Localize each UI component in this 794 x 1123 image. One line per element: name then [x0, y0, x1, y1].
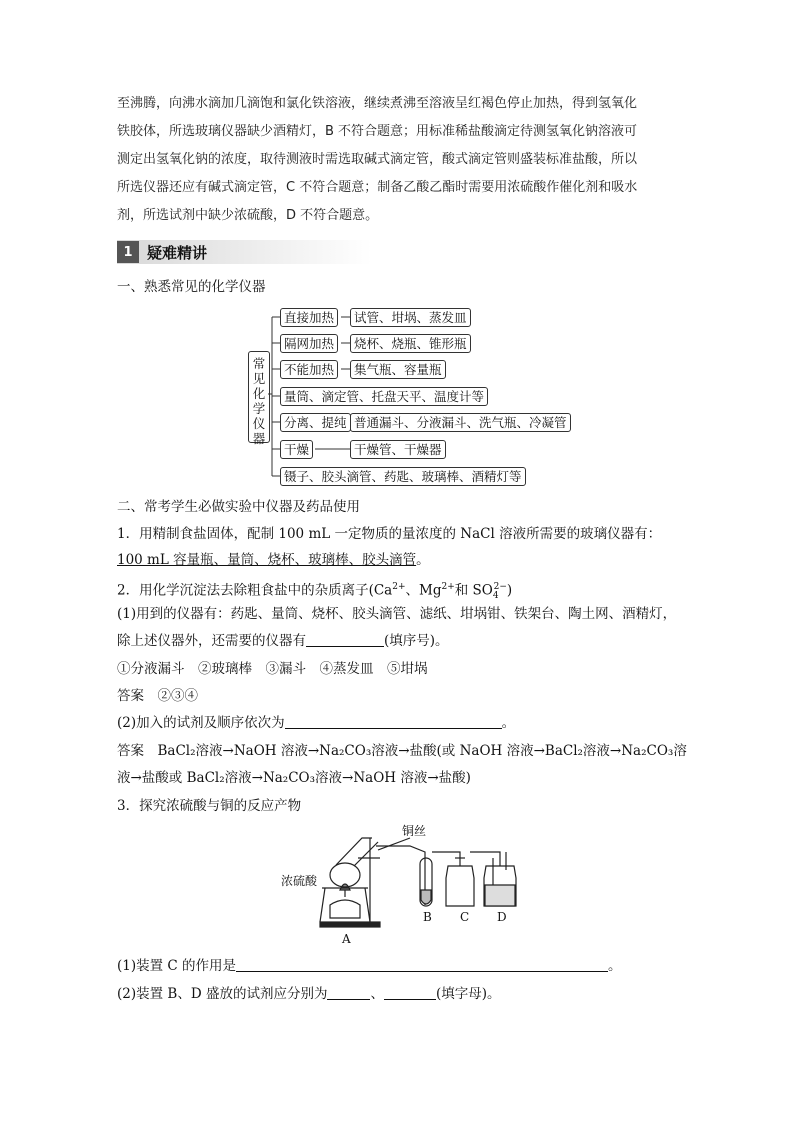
intro-line: 测定出氢氧化钠的浓度，取待测液时需选取碱式滴定管，酸式滴定管则盛装标准盐酸，所以	[117, 152, 638, 167]
mindmap-category: 不能加热	[280, 360, 338, 379]
delivery-tube	[376, 846, 425, 905]
intro-line: 至沸腾，向沸水滴加几滴饱和氯化铁溶液，继续煮沸至溶液呈红褐色停止加热，得到氢氧化	[117, 96, 638, 111]
ca-charge: 2+	[392, 582, 406, 592]
so4-charge: 2−	[493, 582, 507, 592]
label-c: C	[460, 910, 470, 924]
mindmap-items: 普通漏斗、分液漏斗、洗气瓶、冷凝管	[350, 413, 571, 432]
stand-base	[320, 922, 380, 927]
label-copper-wire: 铜丝	[402, 824, 427, 838]
q3-sub2-line	[117, 985, 682, 1003]
mindmap-center: 常见化学仪器	[248, 351, 270, 443]
q2-options: ①分液漏斗 ②玻璃棒 ③漏斗 ④蒸发皿 ⑤坩埚	[117, 661, 428, 677]
mindmap-items: 干燥管、干燥器	[350, 440, 446, 459]
section-title: 疑难精讲	[147, 243, 208, 262]
mindmap-items: 试管、坩埚、蒸发皿	[350, 308, 471, 327]
answer-label: 答案	[117, 743, 144, 759]
q2-answer2-line2: 液→盐酸或 BaCl₂溶液→Na₂CO₃溶液→NaOH 溶液→盐酸)	[117, 770, 471, 786]
mg-charge: 2+	[441, 582, 455, 592]
intro-line: 铁胶体，所选玻璃仪器缺少酒精灯，B 不符合题意；用标准稀盐酸滴定待测氢氧化钠溶液可	[117, 124, 638, 139]
q1-text: 1．用精制食盐固体，配制 100 mL 一定物质的量浓度的 NaCl 溶液所需要的玻璃仪器有：	[117, 526, 662, 542]
mindmap-category: 干燥	[280, 440, 313, 459]
q3-sub2-text: 、	[370, 986, 384, 1002]
q2-title-text: 和 SO	[454, 582, 493, 599]
answer-label: 答案	[117, 688, 144, 704]
label-d: D	[497, 910, 507, 924]
mindmap-category: 直接加热	[280, 308, 338, 327]
q3-sub1-text: 。	[608, 958, 622, 974]
q3-title: 3．探究浓硫酸与铜的反应产物	[117, 798, 302, 814]
q2-sub2-text: (2)加入的试剂及顺序依次为	[117, 715, 285, 731]
mindmap-items: 烧杯、烧瓶、锥形瓶	[350, 334, 471, 353]
q3-sub1-blank[interactable]	[236, 957, 608, 972]
part1-title: 一、熟悉常见的化学仪器	[117, 279, 266, 295]
mindmap-items: 集气瓶、容量瓶	[350, 360, 446, 379]
lamp	[330, 900, 360, 918]
q2-answer2: BaCl₂溶液→NaOH 溶液→Na₂CO₃溶液→盐酸(或 NaOH 溶液→BaCl₂溶液→Na₂CO₃溶	[157, 743, 687, 759]
mindmap-category: 隔网加热	[280, 334, 338, 353]
q1-answer: 100 mL 容量瓶、量筒、烧杯、玻璃棒、胶头滴管	[117, 552, 417, 568]
part2-title: 二、常考学生必做实验中仪器及药品使用	[117, 499, 360, 515]
q3-sub1-line	[117, 957, 682, 975]
q2-sub1-text: 除上述仪器外，还需要的仪器有	[117, 633, 306, 649]
mindmap-category: 镊子、胶头滴管、药匙、玻璃棒、酒精灯等	[280, 467, 526, 486]
q2-answer1: ②③④	[157, 688, 198, 704]
q2-sub1-line1: (1)用到的仪器有：药匙、量筒、烧杯、胶头滴管、滤纸、坩埚钳、铁架台、陶土网、酒精灯，	[117, 606, 677, 622]
mindmap-category: 量筒、滴定管、托盘天平、温度计等	[280, 387, 488, 406]
q2-sub1-text: (填序号)。	[384, 633, 449, 649]
label-a: A	[342, 932, 351, 946]
q2-sub2-text: 。	[501, 715, 516, 731]
intro-line: 剂，所选试剂中缺少浓硫酸，D 不符合题意。	[117, 208, 379, 223]
q3-sub1-text: (1)装置 C 的作用是	[117, 958, 237, 974]
q3-sub2-text: (填字母)。	[435, 986, 501, 1002]
intro-line: 所选仪器还应有碱式滴定管，C 不符合题意；制备乙酸乙酯时需要用浓硫酸作催化剂和吸水	[117, 180, 638, 195]
section-number-icon: 1	[117, 241, 139, 263]
bottle-c	[446, 866, 474, 906]
mindmap-category: 分离、提纯	[280, 413, 351, 432]
q2-title-text: 、Mg	[405, 582, 442, 599]
copper-wire	[378, 838, 410, 850]
q3-sub2-text: (2)装置 B、D 盛放的试剂应分别为	[117, 986, 328, 1002]
label-b: B	[423, 910, 432, 924]
q2-title: 2．用化学沉淀法去除粗食盐中的杂质离子($Ca^{2+}$、$Mg^{2+}$和 $SO_4^{2-}$)	[117, 582, 513, 602]
q1-end: 。	[416, 552, 430, 568]
q3-sub2-blank-b[interactable]	[327, 985, 370, 1000]
label-acid: 浓硫酸	[281, 874, 318, 888]
q3-sub2-blank-d[interactable]	[384, 985, 436, 1000]
q2-title-text: )	[506, 582, 513, 599]
q2-title-text: 2．用化学沉淀法去除粗食盐中的杂质离子(Ca	[117, 582, 393, 599]
